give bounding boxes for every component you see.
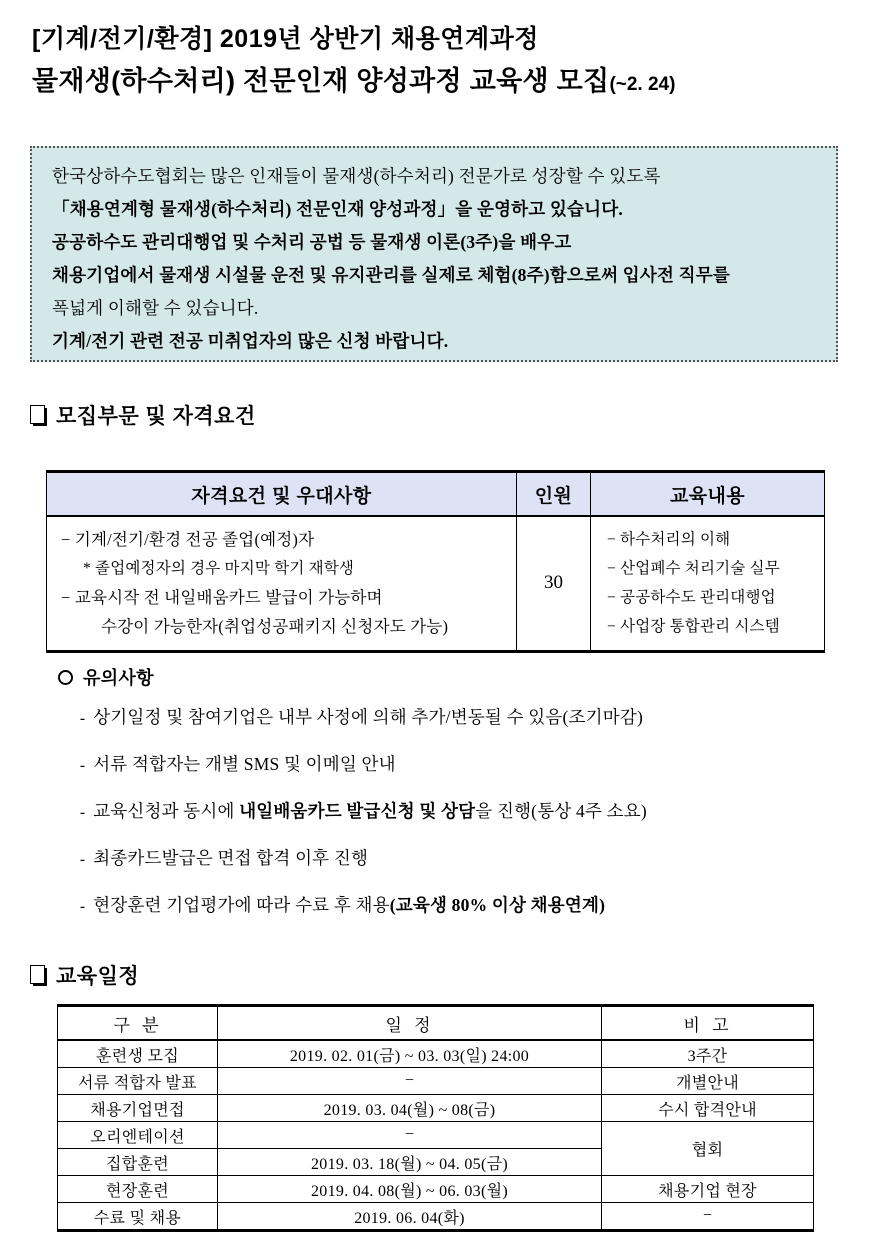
page-title	[32, 22, 852, 104]
intro-line: 폭넓게 이해할 수 있습니다.	[52, 298, 259, 318]
square-bullet-icon	[30, 965, 47, 986]
requirements-cell	[47, 516, 517, 652]
schedule-remarks-cell: 개별안내	[602, 1068, 814, 1095]
column-header-requirements: 자격요건 및 우대사항	[47, 472, 517, 517]
intro-line: 한국상하수도협회는 많은 인재들이 물재생(하수처리) 전문가로 성장할 수 있도록	[52, 166, 661, 186]
schedule-category-cell: 현장훈련	[58, 1176, 218, 1203]
note-item	[80, 798, 848, 827]
education-line: − 산업폐수 처리기술 실무	[607, 560, 780, 577]
section-heading-schedule	[30, 960, 139, 990]
table-row	[58, 1122, 814, 1149]
schedule-category-cell: 오리엔테이션	[58, 1122, 218, 1149]
intro-line: 「채용연계형 물재생(하수처리) 전문인재 양성과정」을 운영하고 있습니다.	[52, 199, 623, 219]
education-line: − 사업장 통합관리 시스템	[607, 618, 780, 635]
column-header-remarks: 비 고	[602, 1006, 814, 1041]
notes-heading	[58, 664, 848, 690]
table-header-row	[47, 472, 825, 517]
dash-bullet-icon: -	[80, 852, 86, 868]
table-row	[58, 1095, 814, 1122]
schedule-table	[57, 1004, 814, 1232]
schedule-remarks-cell: 3주간	[602, 1040, 814, 1068]
schedule-category-cell: 채용기업면접	[58, 1095, 218, 1122]
schedule-remarks-cell: 협회	[602, 1122, 814, 1176]
requirement-line: 수강이 가능한자(취업성공패키지 신청자도 가능)	[101, 617, 449, 636]
column-header-category: 구 분	[58, 1006, 218, 1041]
circle-bullet-icon	[58, 670, 73, 685]
table-row	[58, 1068, 814, 1095]
note-item	[80, 751, 848, 780]
schedule-category-cell: 훈련생 모집	[58, 1040, 218, 1068]
schedule-date-cell: 2019. 03. 18(월) ~ 04. 05(금)	[218, 1149, 602, 1176]
headcount-cell: 30	[517, 516, 591, 652]
note-text: 현장훈련 기업평가에 따라 수료 후 채용(교육생 80% 이상 채용연계)	[93, 895, 606, 915]
section-heading-label: 교육일정	[56, 965, 140, 988]
schedule-date-cell: 2019. 02. 01(금) ~ 03. 03(일) 24:00	[218, 1040, 602, 1068]
requirement-line: − 기계/전기/환경 전공 졸업(예정)자	[61, 530, 315, 549]
dash-bullet-icon: -	[80, 899, 86, 915]
schedule-date-cell: 2019. 06. 04(화)	[218, 1203, 602, 1231]
schedule-category-cell: 서류 적합자 발표	[58, 1068, 218, 1095]
intro-line: 공공하수도 관리대행업 및 수처리 공법 등 물재생 이론(3주)을 배우고	[52, 232, 572, 252]
section-heading-label: 모집부문 및 자격요건	[56, 405, 256, 428]
note-text: 상기일정 및 참여기업은 내부 사정에 의해 추가/변동될 수 있음(조기마감)	[93, 707, 643, 727]
column-header-education: 교육내용	[591, 472, 825, 517]
dash-bullet-icon: -	[80, 758, 86, 774]
dash-bullet-icon: -	[80, 711, 86, 727]
schedule-remarks-cell: 채용기업 현장	[602, 1176, 814, 1203]
table-header-row	[58, 1006, 814, 1041]
note-item	[80, 704, 848, 733]
requirement-line: − 교육시작 전 내일배움카드 발급이 가능하며	[61, 588, 383, 607]
schedule-category-cell: 집합훈련	[58, 1149, 218, 1176]
education-line: − 공공하수도 관리대행업	[607, 589, 776, 606]
notes-section	[58, 664, 848, 939]
requirement-line: * 졸업예정자의 경우 마지막 학기 재학생	[83, 560, 355, 577]
schedule-remarks-cell: −	[602, 1203, 814, 1231]
qualification-table	[46, 470, 825, 653]
square-bullet-icon	[30, 405, 47, 426]
section-heading-recruitment	[30, 400, 256, 430]
title-main-text: 물재생(하수처리) 전문인재 양성과정 교육생 모집	[32, 66, 610, 96]
note-item	[80, 892, 848, 921]
schedule-remarks-cell: 수시 합격안내	[602, 1095, 814, 1122]
note-text: 교육신청과 동시에 내일배움카드 발급신청 및 상담을 진행(통상 4주 소요)	[93, 801, 647, 821]
intro-callout-box	[30, 146, 838, 362]
dash-bullet-icon: -	[80, 805, 86, 821]
schedule-date-cell: −	[218, 1068, 602, 1095]
note-item	[80, 845, 848, 874]
title-line-2	[32, 62, 852, 104]
table-row	[47, 516, 825, 652]
schedule-category-cell: 수료 및 채용	[58, 1203, 218, 1231]
education-line: − 하수처리의 이해	[607, 531, 731, 548]
table-row	[58, 1040, 814, 1068]
note-text: 서류 적합자는 개별 SMS 및 이메일 안내	[93, 754, 396, 774]
intro-line: 기계/전기 관련 전공 미취업자의 많은 신청 바랍니다.	[52, 331, 449, 351]
schedule-date-cell: 2019. 03. 04(월) ~ 08(금)	[218, 1095, 602, 1122]
notes-heading-label: 유의사항	[83, 668, 154, 688]
title-line-1: [기계/전기/환경] 2019년 상반기 채용연계과정	[32, 25, 539, 53]
column-header-date: 일 정	[218, 1006, 602, 1041]
education-content-cell	[591, 516, 825, 652]
table-row	[58, 1203, 814, 1231]
table-row	[58, 1176, 814, 1203]
schedule-date-cell: 2019. 04. 08(월) ~ 06. 03(월)	[218, 1176, 602, 1203]
intro-line: 채용기업에서 물재생 시설물 운전 및 유지관리를 실제로 체험(8주)함으로써 입사전 직무를	[52, 265, 730, 285]
note-text: 최종카드발급은 면접 합격 이후 진행	[93, 848, 369, 868]
column-header-headcount: 인원	[517, 472, 591, 517]
title-deadline-suffix: (~2. 24)	[609, 74, 676, 95]
schedule-date-cell: −	[218, 1122, 602, 1149]
